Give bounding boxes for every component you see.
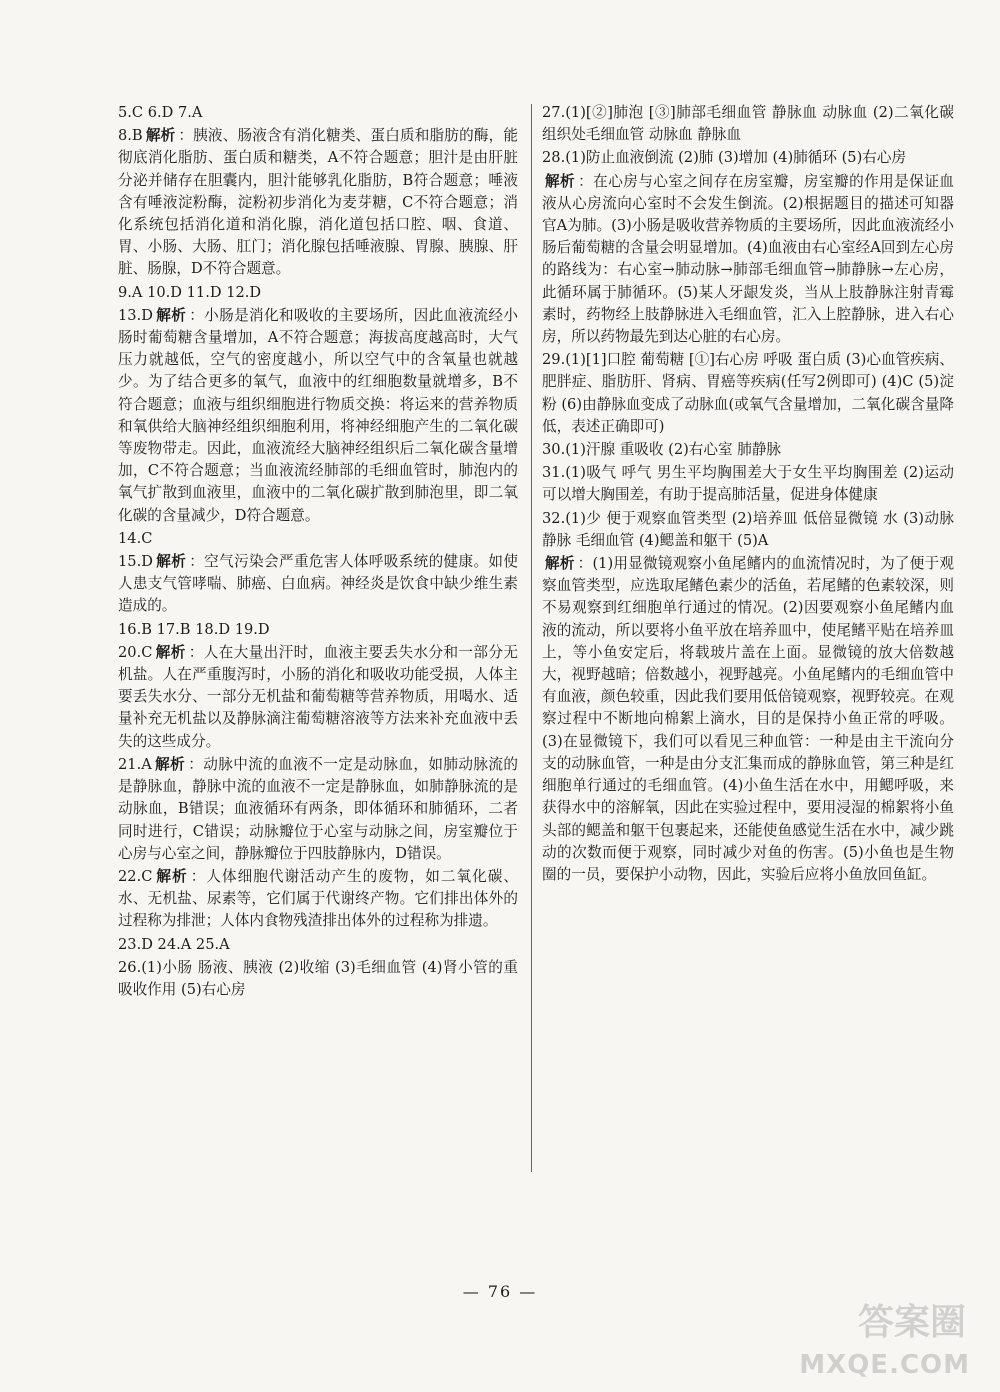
answer-item	[542, 349, 954, 438]
answer-text: (1)[②]肺泡 [③]肺部毛细血管 静脉血 动脉血 (2)二氧化碳 组织处毛细血管 动脉血 静脉血	[542, 104, 954, 144]
answer-number: 9.A 10.D 11.D 12.D	[118, 283, 262, 301]
answer-text: ：小肠是消化和吸收的主要场所，因此血液流经小肠时葡萄糖含量增加，A不符合题意；海拔高度越高时，大气压力就越低，空气的密度越小，所以空气中的含氧量也就越少。为了结合更多的氧气，血液中的红细胞数量就增多，B不符合题意；血液与组织细胞进行物质交换：将运来的营养物质和氧供给大脑神经组织细胞利用，将神经细胞产生的二氧化碳等废物带走。因此，血液流经大脑神经组织后二氧化碳含量增加，C不符合题意；当血液流经肺部的毛细血管时，肺泡内的氧气扩散到血液里，血液中的二氧化碳扩散到肺泡里，即二氧化碳的含量减少，D符合题意。	[118, 306, 518, 524]
answer-text: (1)少 便于观察血管类型 (2)培养皿 低倍显微镜 水 (3)动脉 静脉 毛细血管 (4)鳃盖和躯干 (5)A	[542, 509, 954, 549]
analysis-label: 解析	[545, 555, 575, 573]
answer-number: 16.B 17.B 18.D 19.D	[118, 620, 270, 638]
answer-text: ：人在大量出汗时，血液主要丢失水分和一部分无机盐。人在严重腹泻时，小肠的消化和吸收功能受损，人体主要丢失水分、一部分无机盐和葡萄糖等营养物质，用喝水、适量补充无机盐以及静脉滴注葡萄糖溶液等方法来补充血液中丢失的这些成分。	[118, 643, 518, 750]
answer-text: ：胰液、肠液含有消化糖类、蛋白质和脂肪的酶，能彻底消化脂肪、蛋白质和糖类，A不符合题意；胆汁是由肝脏分泌并储存在胆囊内，胆汁能够乳化脂肪，B符合题意；唾液含有唾液淀粉酶，淀粉初步消化为麦芽糖，C不符合题意；消化系统包括消化道和消化腺，消化道包括口腔、咽、食道、胃、小肠、大肠、肛门；消化腺包括唾液腺、胃腺、胰腺、肝脏、肠腺，D不符合题意。	[118, 127, 518, 278]
left-column	[118, 102, 518, 1001]
answer-item	[542, 439, 954, 461]
answer-text: (1)吸气 呼气 男生平均胸围差大于女生平均胸围差 (2)运动可以增大胸围差，有助于提高肺活量，促进身体健康	[542, 464, 954, 504]
answer-number: 13.D	[118, 306, 153, 324]
answer-text: ：动脉中流的血液不一定是动脉血，如肺动脉流的是静脉血，静脉中流的血液不一定是静脉血，如肺静脉流的是动脉血，B错误；血液循环有两条，即体循环和肺循环，二者同时进行，C错误；动脉瓣位于心室与动脉之间，房室瓣位于心房与心室之间，静脉瓣位于四肢静脉内，D错误。	[118, 755, 518, 862]
answer-item	[542, 147, 954, 169]
answer-text: (1)小肠 肠液、胰液 (2)收缩 (3)毛细血管 (4)肾小管的重吸收作用 (5)右心房	[118, 958, 518, 998]
answer-number: 26.	[118, 958, 142, 976]
answer-text: ：人体细胞代谢活动产生的废物，如二氧化碳、水、无机盐、尿素等，它们属于代谢终产物。它们排出体外的过程称为排泄；人体内食物残渣排出体外的过程称为排遗。	[118, 867, 518, 930]
analysis-label: 解析	[154, 755, 186, 773]
answer-item	[118, 551, 518, 618]
answer-item	[542, 508, 954, 552]
answer-number: 29.	[542, 351, 566, 369]
answer-item	[118, 282, 518, 304]
answer-text: (1)汗腺 重吸收 (2)右心室 肺静脉	[565, 441, 782, 459]
answer-item	[118, 934, 518, 956]
answer-item	[118, 957, 518, 1001]
analysis-label: 解析	[545, 172, 576, 190]
watermark-site: MXQE.COM	[799, 1350, 970, 1380]
answer-number: 32.	[542, 509, 566, 527]
answer-text: ：在心房与心室之间存在房室瓣，房室瓣的作用是保证血液从心房流向心室时不会发生倒流。(2)根据题目的描述可知器官A为肺。(3)小肠是吸收营养物质的主要场所，因此血液流经小肠后葡萄糖的含量会明显增加。(4)血液由右心室经A回到左心房的路线为：右心室→肺动脉→肺部毛细血管→肺静脉→左心房，此循环属于肺循环。(5)某人牙龈发炎，当从上肢静脉注射青霉素时，药物经上肢静脉进入毛细血管，汇入上腔静脉，进入右心房，所以药物最先到达心脏的右心房。	[542, 172, 954, 346]
analysis-label: 解析	[155, 306, 187, 324]
analysis-label: 解析	[145, 127, 176, 145]
answer-number: 27.	[542, 104, 566, 121]
answer-item	[118, 619, 518, 641]
answer-number: 21.A	[118, 755, 152, 773]
answer-number: 28.	[542, 149, 566, 167]
answer-text: (1)[1]口腔 葡萄糖 [①]右心房 呼吸 蛋白质 (3)心血管疾病、肥胖症、脂肪肝、肾病、胃癌等疾病(任写2例即可) (4)C (5)淀粉 (6)由静脉血变成了动脉血(或氧气含量增加，二氧化碳含量降低，表述正确即可)	[542, 351, 954, 435]
answer-number: 22.C	[118, 867, 153, 885]
answer-number: 15.D	[118, 553, 153, 571]
answer-item	[542, 462, 954, 506]
answer-item	[542, 553, 954, 886]
answer-number: 31.	[542, 464, 566, 482]
answer-text: ：(1)用显微镜观察小鱼尾鳍内的血流情况时，为了便于观察血管类型，应选取尾鳍色素少的活鱼，若尾鳍的色素较深，则不易观察到红细胞单行通过的情况。(2)因要观察小鱼尾鳍内血液的流动，所以要将小鱼平放在培养皿中，使尾鳍平贴在培养皿上，等小鱼安定后，将载玻片盖在上面。显微镜的放大倍数越大，视野越暗；倍数越小，视野越亮。小鱼尾鳍内的毛细血管中有血液，颜色较重，因此我们要用低倍镜观察，视野较亮。在观察过程中不断地向棉絮上滴水，目的是保持小鱼正常的呼吸。(3)在显微镜下，我们可以看见三种血管：一种是由主干流向分支的动脉血管，一种是由分支汇集而成的静脉血管，第三种是红细胞单行通过的毛细血管。(4)小鱼生活在水中，用鳃呼吸，来获得水中的溶解氧，因此在实验过程中，要用浸湿的棉絮将小鱼头部的鳃盖和躯干包裹起来，还能使鱼感觉生活在水中，减少跳动的次数而便于观察，同时减少对鱼的伤害。(5)小鱼也是生物圈的一员，要保护小动物，因此，实验后应将小鱼放回鱼缸。	[542, 555, 954, 883]
analysis-label: 解析	[155, 553, 187, 571]
watermark-badge: 答案圈	[857, 1302, 966, 1343]
answer-item	[118, 528, 518, 550]
analysis-label: 解析	[155, 643, 186, 661]
answer-item	[118, 305, 518, 527]
answer-item	[542, 171, 954, 349]
answer-item	[118, 125, 518, 280]
column-divider	[531, 104, 532, 1172]
answer-item	[118, 754, 518, 865]
page-number: — 76 —	[462, 1282, 538, 1301]
answer-number: 30.	[542, 441, 566, 459]
answer-number: 20.C	[118, 643, 153, 661]
answer-text: ：空气污染会严重危害人体呼吸系统的健康。如使人患支气管哮喘、肺癌、白血病。神经炎是饮食中缺少维生素造成的。	[118, 553, 518, 615]
answer-number: 23.D 24.A 25.A	[118, 935, 230, 953]
answer-number: 14.C	[118, 529, 153, 547]
answer-item	[118, 642, 518, 753]
answer-item	[118, 866, 518, 933]
answer-text: (1)防止血液倒流 (2)肺 (3)增加 (4)肺循环 (5)右心房	[565, 149, 907, 167]
answer-item	[542, 102, 954, 146]
answer-number: 8.B	[118, 127, 143, 145]
answer-item	[118, 102, 518, 124]
right-column	[542, 102, 954, 886]
watermark-logo	[780, 1294, 970, 1380]
analysis-label: 解析	[155, 867, 188, 885]
answer-number: 5.C 6.D 7.A	[118, 104, 203, 121]
